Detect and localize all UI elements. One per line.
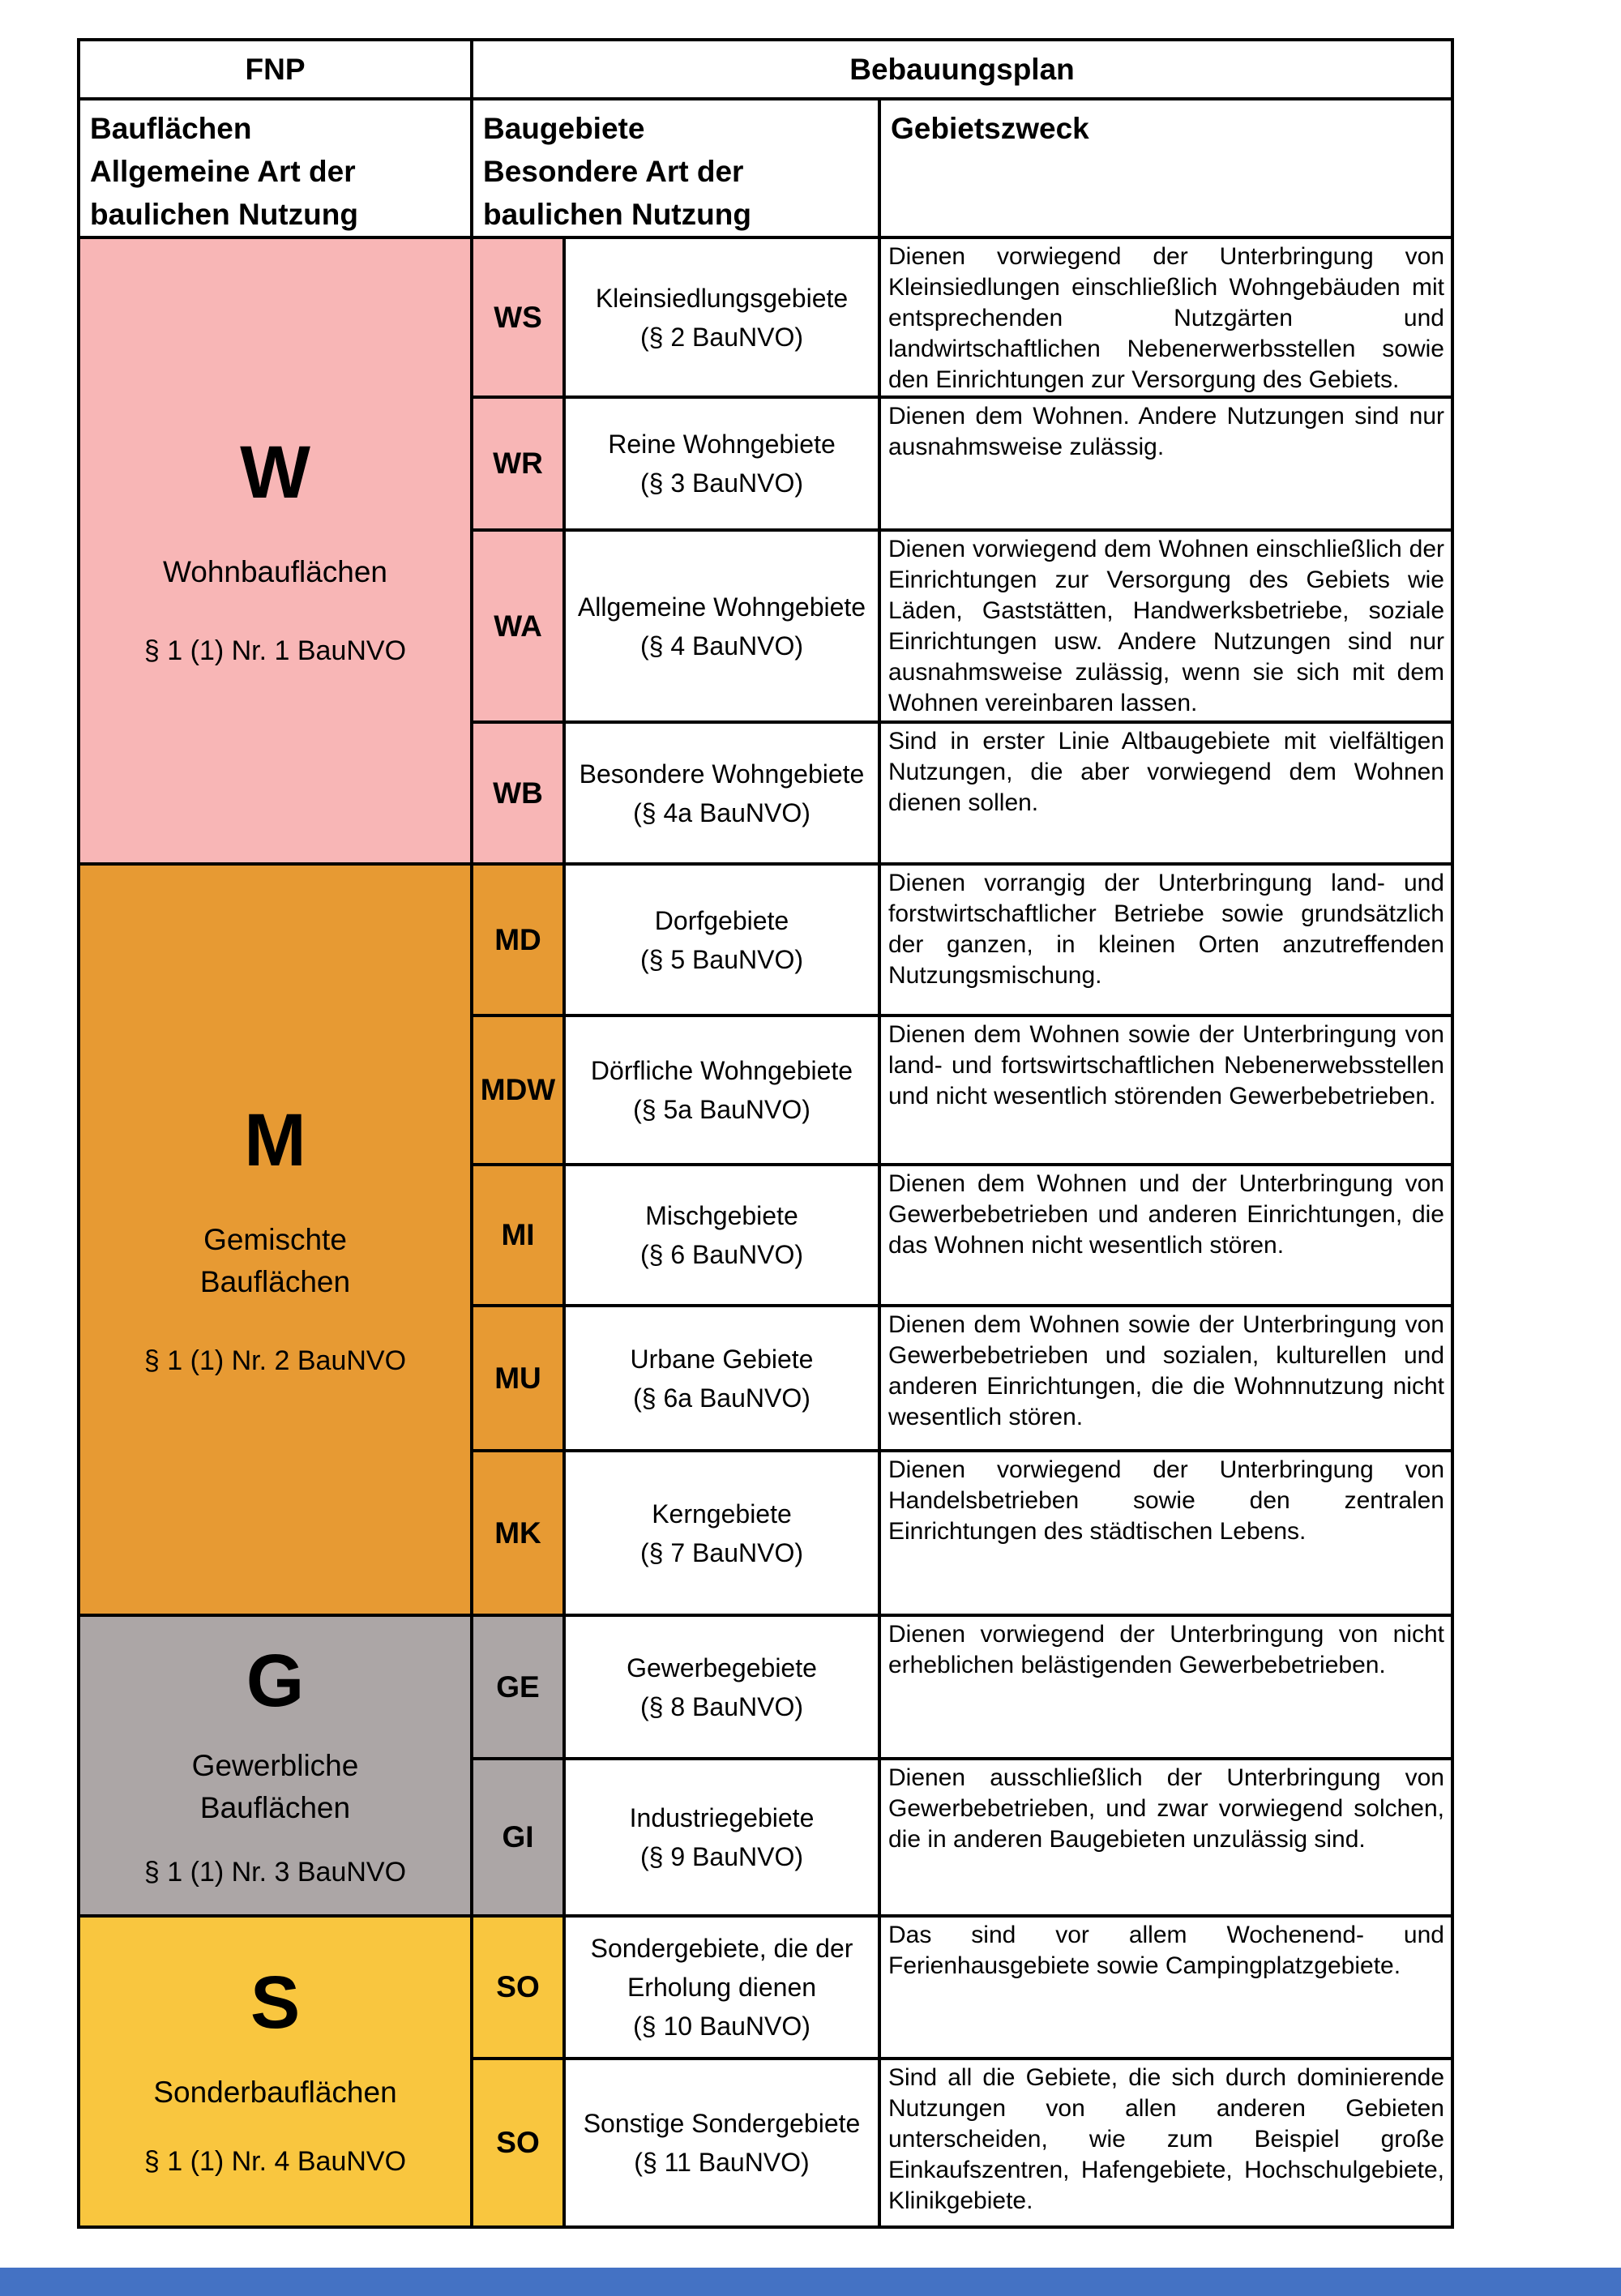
row-so1-name-cell	[564, 1916, 879, 2059]
row-ge-name-cell	[564, 1615, 879, 1759]
group-g-content	[80, 1639, 470, 1888]
row-ge-code-cell: GE	[472, 1615, 564, 1759]
group-w-letter: W	[240, 430, 310, 514]
header-bauflaechen: Bauflächen Allgemeine Art der baulichen Nutzung	[79, 99, 472, 237]
row-wa-name-cell	[564, 530, 879, 722]
row-mk-name-cell	[564, 1451, 879, 1615]
district-name: Mischgebiete	[645, 1201, 798, 1230]
row-ws-purpose-cell: Dienen vorwiegend der Unterbringung von Kleinsiedlungen einschließlich Wohngebäuden mit entsprechenden Nutzgärten und landwirtschaftlichen Nebenerwerbsstellen sowie den Einrichtungen zur Versorgung des Gebiets.	[879, 237, 1452, 397]
row-wb-code-cell: WB	[472, 722, 564, 864]
group-w-content	[80, 430, 470, 666]
row-md-code-cell: MD	[472, 864, 564, 1015]
group-m-letter: M	[244, 1098, 306, 1182]
district-law: (§ 5 BauNVO)	[640, 944, 803, 974]
group-m-name: Gemischte Bauflächen	[199, 1222, 351, 1298]
row-gi-purpose-cell: Dienen ausschließlich der Unterbringung von Gewerbebetrieben, und zwar vorwiegend solchen, die in anderen Baugebieten unzulässig sind.	[879, 1759, 1452, 1916]
group-g-letter: G	[246, 1639, 305, 1722]
district-law: (§ 6 BauNVO)	[640, 1240, 803, 1269]
district-law: (§ 11 BauNVO)	[634, 2148, 810, 2177]
row-wr-name-cell	[564, 397, 879, 530]
header-bebauungsplan: Bebauungsplan	[472, 40, 1452, 99]
district-name: Gewerbegebiete	[627, 1653, 817, 1682]
row-so2-purpose-cell: Sind all die Gebiete, die sich durch dominierende Nutzungen von allen anderen Gebieten unterscheiden, wie zum Beispiel große Einkaufszentren, Hafengebiete, Hochschulgebiete, Klinikgebiete.	[879, 2059, 1452, 2227]
group-w-cell	[79, 237, 472, 864]
row-wr-purpose-cell: Dienen dem Wohnen. Andere Nutzungen sind nur ausnahmsweise zulässig.	[879, 397, 1452, 530]
row-wr-code-cell: WR	[472, 397, 564, 530]
group-s-name: Sonderbauflächen	[153, 2076, 397, 2109]
row-so1-purpose-cell: Das sind vor allem Wochenend- und Ferienhausgebiete sowie Campingplatzgebiete.	[879, 1916, 1452, 2059]
row-wa-purpose-cell: Dienen vorwiegend dem Wohnen einschließlich der Einrichtungen zur Versorgung des Gebiets wie Läden, Gaststätten, Handwerksbetriebe, soziale Einrichtungen usw. Andere Nutzungen sind nur ausnahmsweise zulässig, wenn sie sich mit dem Wohnen vereinbaren lassen.	[879, 530, 1452, 722]
row-mu-name-cell	[564, 1306, 879, 1451]
row-mi-code-cell: MI	[472, 1165, 564, 1306]
district-name: Kerngebiete	[652, 1499, 792, 1529]
district-name: Allgemeine Wohngebiete	[577, 592, 866, 622]
header-baugebiete: Baugebiete Besondere Art der baulichen Nutzung	[472, 99, 879, 237]
row-mu-purpose-cell: Dienen dem Wohnen sowie der Unterbringung von Gewerbebetrieben und sozialen, kulturellen und anderen Einrichtungen, die die Wohnnutzung nicht wesentlich stören.	[879, 1306, 1452, 1451]
row-wb-name-cell	[564, 722, 879, 864]
group-s-letter: S	[250, 1961, 301, 2044]
district-law: (§ 5a BauNVO)	[633, 1095, 810, 1124]
group-s-law: § 1 (1) Nr. 4 BauNVO	[143, 2146, 407, 2177]
district-law: (§ 4 BauNVO)	[640, 631, 803, 661]
row-so1-code-cell: SO	[472, 1916, 564, 2059]
district-name: Sondergebiete, die der Erholung dienen	[590, 1934, 853, 2002]
row-wa-code-cell: WA	[472, 530, 564, 722]
district-law: (§ 7 BauNVO)	[640, 1537, 803, 1567]
fnp-bebauungsplan-table	[77, 38, 1454, 2229]
district-law: (§ 6a BauNVO)	[633, 1383, 810, 1413]
district-name: Reine Wohngebiete	[608, 430, 836, 459]
group-m-content	[80, 1098, 470, 1376]
row-gi-name-cell	[564, 1759, 879, 1916]
group-g-law: § 1 (1) Nr. 3 BauNVO	[143, 1856, 407, 1888]
row-ws-code-cell: WS	[472, 237, 564, 397]
row-mdw-code-cell: MDW	[472, 1015, 564, 1165]
row-mk-code-cell: MK	[472, 1451, 564, 1615]
district-law: (§ 10 BauNVO)	[633, 2012, 810, 2041]
district-name: Besondere Wohngebiete	[579, 759, 865, 789]
group-g-name: Gewerbliche Bauflächen	[191, 1748, 359, 1824]
row-wb-purpose-cell: Sind in erster Linie Altbaugebiete mit vielfältigen Nutzungen, die aber vorwiegend dem Wohnen dienen sollen.	[879, 722, 1452, 864]
district-law: (§ 4a BauNVO)	[633, 797, 810, 827]
district-name: Sonstige Sondergebiete	[583, 2109, 861, 2138]
bottom-bar	[0, 2268, 1621, 2296]
row-so2-name-cell	[564, 2059, 879, 2227]
row-ws-name-cell	[564, 237, 879, 397]
district-law: (§ 3 BauNVO)	[640, 468, 803, 498]
row-mi-name-cell	[564, 1165, 879, 1306]
district-law: (§ 9 BauNVO)	[640, 1842, 803, 1871]
row-md-purpose-cell: Dienen vorrangig der Unterbringung land- und forstwirtschaftlicher Betriebe sowie grundsätzlich der ganzen, in kleinen Orten anzutreffenden Nutzungsmischung.	[879, 864, 1452, 1015]
row-mdw-purpose-cell: Dienen dem Wohnen sowie der Unterbringung von land- und fortswirtschaftlichen Nebenerwebsstellen und nicht wesentlich störenden Gewerbebetrieben.	[879, 1015, 1452, 1165]
district-name: Urbane Gebiete	[630, 1344, 814, 1374]
row-mu-code-cell: MU	[472, 1306, 564, 1451]
group-m-cell	[79, 864, 472, 1615]
row-md-name-cell	[564, 864, 879, 1015]
row-ge-purpose-cell: Dienen vorwiegend der Unterbringung von nicht erheblichen belästigenden Gewerbebetrieben.	[879, 1615, 1452, 1759]
group-g-cell	[79, 1615, 472, 1916]
district-name: Industriegebiete	[629, 1803, 815, 1832]
row-mk-purpose-cell: Dienen vorwiegend der Unterbringung von Handelsbetrieben sowie den zentralen Einrichtungen des städtischen Lebens.	[879, 1451, 1452, 1615]
row-so2-code-cell: SO	[472, 2059, 564, 2227]
group-w-law: § 1 (1) Nr. 1 BauNVO	[143, 635, 407, 666]
district-name: Dorfgebiete	[654, 905, 789, 935]
group-w-name: Wohnbauflächen	[162, 554, 388, 588]
row-gi-code-cell: GI	[472, 1759, 564, 1916]
header-fnp: FNP	[79, 40, 472, 99]
group-s-cell	[79, 1916, 472, 2227]
group-s-content	[80, 1961, 470, 2177]
header-gebietszweck: Gebietszweck	[879, 99, 1452, 237]
row-mi-purpose-cell: Dienen dem Wohnen und der Unterbringung von Gewerbebetrieben und anderen Einrichtungen, die das Wohnen nicht wesentlich stören.	[879, 1165, 1452, 1306]
row-mdw-name-cell	[564, 1015, 879, 1165]
group-m-law: § 1 (1) Nr. 2 BauNVO	[143, 1345, 407, 1376]
district-law: (§ 2 BauNVO)	[640, 322, 803, 352]
district-law: (§ 8 BauNVO)	[640, 1691, 803, 1721]
district-name: Dörfliche Wohngebiete	[590, 1056, 853, 1085]
district-name: Kleinsiedlungsgebiete	[595, 283, 849, 313]
